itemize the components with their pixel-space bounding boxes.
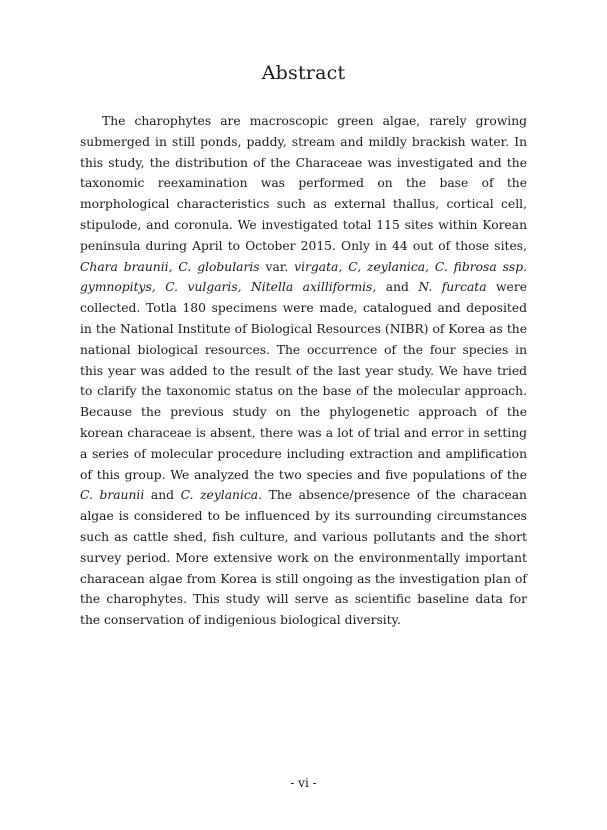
- species-name: virgata, C, zeylanica, C. fibrosa ssp. gymnopitys, C. vulgaris, Nitella axilliformis,: [80, 259, 527, 295]
- abstract-text: The charophytes are macroscopic green algae, rarely growing submerged in still ponds, paddy, stream and mildly brackish water. In this study, the distribution of the Characeae was investigated and the taxonomic reexamination was performed on the base of the morphological characteristics such as external thallus, cortical cell, stipulode, and coronula. We investigated total 115 sites within Korean peninsula during April to October 2015. Only in 44 out of those sites,: [80, 114, 527, 253]
- abstract-text: and: [144, 488, 181, 503]
- abstract-paragraph: [80, 111, 527, 631]
- species-name: C. braunii: [80, 488, 145, 503]
- species-name: N. furcata: [418, 280, 487, 295]
- abstract-text: . The absence/presence of the characean algae is considered to be influenced by its surrounding circumstances such as cattle shed, fish culture, and various pollutants and the short survey period. More extensive work on the environmentally important characean algae from Korea is still ongoing as the investigation plan of the charophytes. This study will serve as scientific baseline data for the conservation of indigenious biological diversity.: [80, 488, 527, 628]
- abstract-text: and: [376, 280, 419, 295]
- page-number: - vi -: [290, 776, 317, 790]
- abstract-text: var.: [259, 259, 295, 274]
- abstract-text: were collected. Totla 180 specimens were made, catalogued and deposited in the National Institute of Biological Resources (NIBR) of Korea as the national biological resources. The occurrence of the four species in this year was added to the result of the last year study. We have tried to clarify the taxonomic status on the base of the molecular approach. Because the previous study on the phylogenetic approach of the korean characeae is absent, there was a lot of trial and error in setting a series of molecular procedure including extraction and amplification of this group. We analyzed the two species and five populations of the: [80, 280, 527, 482]
- species-name: C. zeylanica: [180, 488, 259, 503]
- species-name: Chara braunii, C. globularis: [80, 259, 260, 274]
- page-title: Abstract: [261, 62, 346, 84]
